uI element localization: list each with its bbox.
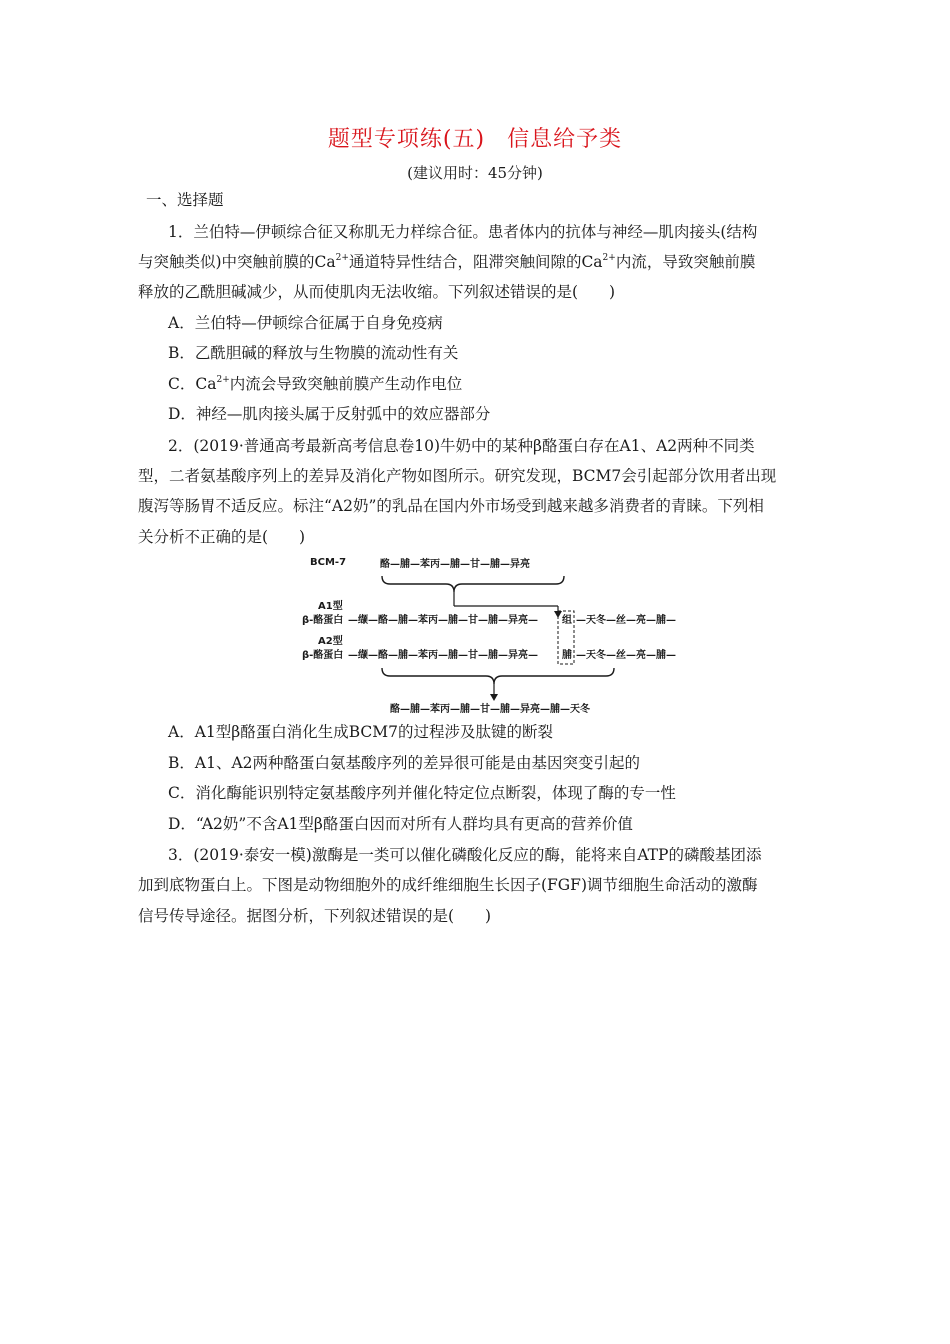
q1-option-c: C．$Ca^{2+}$内流会导致突触前膜产生动作电位 xyxy=(168,375,463,393)
top-brace xyxy=(382,576,564,592)
q3-line-2: 加到底物蛋白上。下图是动物细胞外的成纤维细胞生长因子(FGF)调节细胞生命活动的激酶 xyxy=(138,876,758,894)
q2-line-1: 2．(2019·普通高考最新高考信息卷10)牛奶中的某种β酪蛋白存在A1、A2两种不同类 xyxy=(168,437,755,455)
a2-tail-sequence: —天冬—丝—亮—脯— xyxy=(576,650,676,661)
q1-line-3: 释放的乙酰胆碱减少，从而使肌肉无法收缩。下列叙述错误的是( ) xyxy=(138,283,616,301)
a1-variant-residue: 组 xyxy=(562,615,572,626)
page-title xyxy=(0,122,950,153)
bcm7-sequence: 酪—脯—苯丙—脯—甘—脯—异亮 xyxy=(380,559,530,570)
q2-line-4: 关分析不正确的是( ) xyxy=(138,528,306,546)
a2-type-label: A2型 xyxy=(318,636,343,647)
title-main: 题型专项练(五) xyxy=(327,127,486,152)
time-suggestion: (建议用时：45分钟) xyxy=(407,164,543,182)
beta-casein-diagram xyxy=(300,550,690,720)
a1-casein-label: β-酪蛋白 xyxy=(302,615,344,626)
q1-line-1: 1．兰伯特—伊顿综合征又称肌无力样综合征。患者体内的抗体与神经—肌肉接头(结构 xyxy=(168,223,758,241)
q1-option-d: D．神经—肌肉接头属于反射弧中的效应器部分 xyxy=(168,405,491,423)
q2-option-a: A．A1型β酪蛋白消化生成BCM7的过程涉及肽键的断裂 xyxy=(168,723,553,741)
q3-line-3: 信号传导途径。据图分析，下列叙述错误的是( ) xyxy=(138,907,492,925)
a1-sequence: —缬—酪—脯—苯丙—脯—甘—脯—异亮— xyxy=(348,615,538,626)
q1-option-b: B．乙酰胆碱的释放与生物膜的流动性有关 xyxy=(168,344,459,362)
bottom-brace xyxy=(382,668,614,684)
q1-line-2: 与突触类似)中突触前膜的$Ca^{2+}$通道特异性结合，阻滞突触间隙的$Ca^{2+}$内流，导致突触前膜 xyxy=(138,253,756,271)
q3-line-1: 3．(2019·泰安一模)激酶是一类可以催化磷酸化反应的酶，能将来自ATP的磷酸基团添 xyxy=(168,846,762,864)
q1-option-a: A．兰伯特—伊顿综合征属于自身免疫病 xyxy=(168,314,443,332)
a1-type-label: A1型 xyxy=(318,601,343,612)
a2-sequence: —缬—酪—脯—苯丙—脯—甘—脯—异亮— xyxy=(348,650,538,661)
q2-option-d: D．“A2奶”不含A1型β酪蛋白因而对所有人群均具有更高的营养价值 xyxy=(168,815,633,833)
section-heading: 一、选择题 xyxy=(146,191,224,209)
a2-casein-label: β-酪蛋白 xyxy=(302,650,344,661)
q2-option-b: B．A1、A2两种酪蛋白氨基酸序列的差异很可能是由基因突变引起的 xyxy=(168,754,641,772)
a1-tail-sequence: —天冬—丝—亮—脯— xyxy=(576,615,676,626)
a2-variant-residue: 脯 xyxy=(562,650,572,661)
a2-digestion-product: 酪—脯—苯丙—脯—甘—脯—异亮—脯—天冬 xyxy=(390,704,590,715)
q2-option-c: C．消化酶能识别特定氨基酸序列并催化特定位点断裂，体现了酶的专一性 xyxy=(168,784,676,802)
bcm7-label: BCM-7 xyxy=(310,557,347,568)
title-topic: 信息给予类 xyxy=(507,127,623,152)
q2-line-3: 腹泻等肠胃不适反应。标注“A2奶”的乳品在国内外市场受到越来越多消费者的青睐。下列相 xyxy=(138,497,764,515)
q2-line-2: 型，二者氨基酸序列上的差异及消化产物如图所示。研究发现，BCM7会引起部分饮用者出现 xyxy=(138,467,777,485)
